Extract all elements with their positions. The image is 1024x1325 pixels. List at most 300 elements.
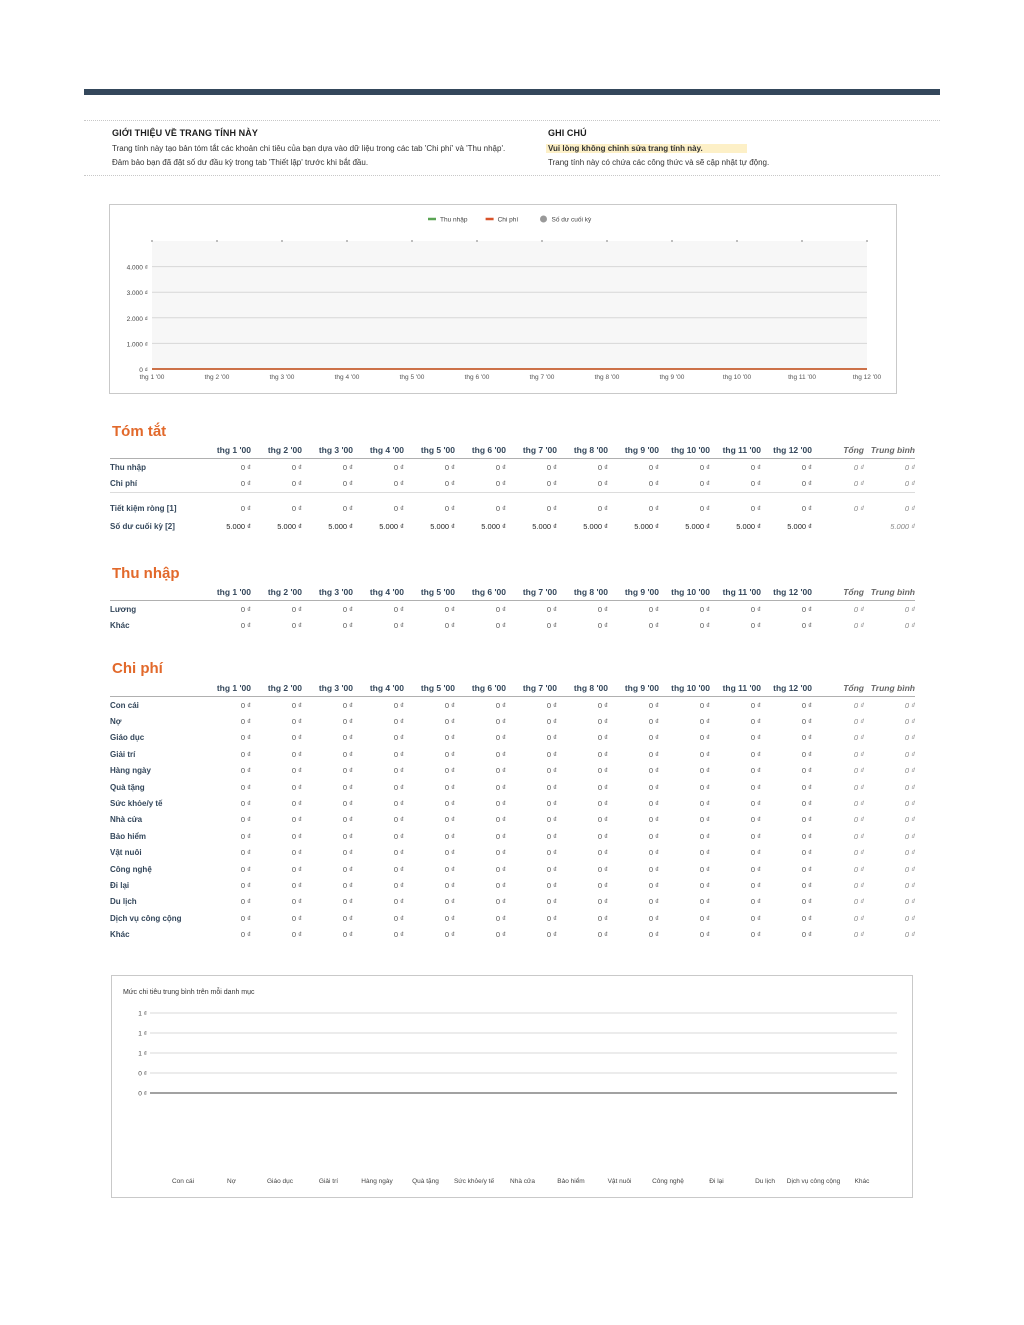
- expense-header-month: thg 6 '00: [455, 680, 506, 697]
- summary-cell: 0 ₫: [404, 492, 455, 519]
- expense-cell: 0 ₫: [801, 913, 812, 923]
- expense-cell: 0 ₫: [546, 782, 557, 792]
- category-label: Hàng ngày: [361, 1178, 393, 1185]
- expense-header-month: thg 2 '00: [251, 680, 302, 697]
- about-line-1: Trang tính này tạo bản tóm tắt các khoản chi tiêu của bạn dựa vào dữ liệu trong các tab 'Chi phí' và 'Thu nhập'.: [112, 144, 506, 153]
- expense-total-cell: 0 ₫: [853, 815, 864, 825]
- expense-cell: 0 ₫: [699, 913, 710, 923]
- expense-header-month: thg 8 '00: [557, 680, 608, 697]
- income-avg-cell: 0 ₫: [904, 621, 915, 631]
- summary-cell: 0 ₫: [200, 492, 251, 519]
- summary-cell: 5.000 ₫: [532, 522, 557, 532]
- expense-cell: 0 ₫: [801, 815, 812, 825]
- income-title: Thu nhập: [112, 565, 180, 582]
- summary-cell: 0 ₫: [546, 479, 557, 489]
- income-header-total: Tổng: [812, 584, 864, 601]
- expense-row: [110, 845, 915, 861]
- expense-cell: 0 ₫: [444, 766, 455, 776]
- expense-total-cell: 0 ₫: [853, 880, 864, 890]
- series-point: [151, 240, 153, 242]
- expense-cell: 0 ₫: [597, 880, 608, 890]
- summary-header-month: thg 10 '00: [659, 442, 710, 459]
- x-tick-label: thg 7 '00: [529, 374, 555, 381]
- summary-row: [110, 459, 915, 476]
- summary-cell: 0 ₫: [393, 462, 404, 472]
- income-cell: 0 ₫: [342, 621, 353, 631]
- expense-cell: 0 ₫: [393, 717, 404, 727]
- expense-header-month: thg 4 '00: [353, 680, 404, 697]
- expense-cell: 0 ₫: [393, 930, 404, 940]
- expense-cell: 0 ₫: [291, 782, 302, 792]
- expense-cell: 0 ₫: [546, 717, 557, 727]
- income-header-blank: [110, 584, 200, 601]
- expense-cell: 0 ₫: [597, 897, 608, 907]
- series-point: [216, 240, 218, 242]
- income-cell: 0 ₫: [342, 604, 353, 614]
- income-cell: 0 ₫: [699, 604, 710, 614]
- summary-header-row: [110, 442, 915, 459]
- summary-avg-cell: 0 ₫: [904, 462, 915, 472]
- summary-cell: 0 ₫: [495, 462, 506, 472]
- expense-cell: 0 ₫: [699, 864, 710, 874]
- expense-cell: 0 ₫: [444, 848, 455, 858]
- summary-cell: 0 ₫: [342, 479, 353, 489]
- expense-cell: 0 ₫: [240, 749, 251, 759]
- summary-header-month: thg 8 '00: [557, 442, 608, 459]
- expense-cell: 0 ₫: [342, 717, 353, 727]
- expense-cell: 0 ₫: [648, 749, 659, 759]
- expense-cell: 0 ₫: [393, 700, 404, 710]
- income-header-month: thg 8 '00: [557, 584, 608, 601]
- expense-row: [110, 812, 915, 828]
- x-tick-label: thg 6 '00: [464, 374, 490, 381]
- summary-cell: 0 ₫: [302, 492, 353, 519]
- y-tick-label: 3.000 ₫: [126, 290, 148, 298]
- expense-avg-cell: 0 ₫: [904, 930, 915, 940]
- series-point: [281, 240, 283, 242]
- expense-avg-cell: 0 ₫: [904, 880, 915, 890]
- expense-total-cell: 0 ₫: [853, 717, 864, 727]
- notes-warning: Vui lòng không chỉnh sửa trang tính này.: [546, 144, 747, 153]
- expense-cell: 0 ₫: [444, 815, 455, 825]
- expense-row-label: Nhà cửa: [110, 815, 143, 825]
- income-cell: 0 ₫: [291, 604, 302, 614]
- expense-row-label: Nợ: [110, 717, 122, 727]
- summary-cell: 0 ₫: [353, 492, 404, 519]
- y-tick-label: 1 ₫: [138, 1050, 147, 1058]
- expense-cell: 0 ₫: [291, 799, 302, 809]
- income-header-month: thg 6 '00: [455, 584, 506, 601]
- expense-cell: 0 ₫: [597, 864, 608, 874]
- income-cell: 0 ₫: [444, 621, 455, 631]
- expense-cell: 0 ₫: [444, 733, 455, 743]
- x-tick-label: thg 12 '00: [852, 374, 882, 381]
- summary-header-month: thg 4 '00: [353, 442, 404, 459]
- expense-cell: 0 ₫: [546, 733, 557, 743]
- category-label: Sức khỏe/y tế: [453, 1178, 495, 1185]
- expense-cell: 0 ₫: [393, 815, 404, 825]
- expense-cell: 0 ₫: [495, 799, 506, 809]
- income-header-month: thg 5 '00: [404, 584, 455, 601]
- expense-cell: 0 ₫: [648, 733, 659, 743]
- summary-header-month: thg 9 '00: [608, 442, 659, 459]
- expense-header-blank: [110, 680, 200, 697]
- expense-cell: 0 ₫: [444, 717, 455, 727]
- expense-cell: 0 ₫: [750, 799, 761, 809]
- expense-header-month: thg 1 '00: [200, 680, 251, 697]
- expense-cell: 0 ₫: [444, 749, 455, 759]
- category-label: Khác: [854, 1178, 870, 1185]
- legend-swatch: [540, 216, 547, 223]
- summary-cell: 0 ₫: [750, 462, 761, 472]
- summary-avg-cell: 5.000 ₫: [890, 522, 915, 532]
- x-tick-label: thg 5 '00: [399, 374, 425, 381]
- expense-cell: 0 ₫: [291, 749, 302, 759]
- expense-row: [110, 697, 915, 714]
- expense-cell: 0 ₫: [240, 782, 251, 792]
- income-cell: 0 ₫: [240, 604, 251, 614]
- category-label: Nợ: [227, 1178, 236, 1185]
- x-tick-label: thg 3 '00: [269, 374, 295, 381]
- summary-header-month: thg 2 '00: [251, 442, 302, 459]
- expense-row-label: Dịch vụ công cộng: [110, 913, 182, 923]
- series-point: [606, 240, 608, 242]
- summary-cell: 0 ₫: [251, 492, 302, 519]
- expense-cell: 0 ₫: [444, 913, 455, 923]
- summary-cell: 0 ₫: [699, 462, 710, 472]
- expense-total-cell: 0 ₫: [853, 782, 864, 792]
- expense-cell: 0 ₫: [597, 733, 608, 743]
- legend-label: Thu nhập: [440, 216, 468, 224]
- summary-row-label: Số dư cuối kỳ [2]: [110, 522, 175, 532]
- summary-title: Tóm tắt: [112, 423, 167, 440]
- expense-cell: 0 ₫: [597, 831, 608, 841]
- expense-cell: 0 ₫: [393, 799, 404, 809]
- plot-area: [152, 241, 867, 369]
- expense-cell: 0 ₫: [750, 782, 761, 792]
- expense-cell: 0 ₫: [240, 848, 251, 858]
- expense-avg-cell: 0 ₫: [904, 717, 915, 727]
- summary-header-month: thg 7 '00: [506, 442, 557, 459]
- x-tick-label: thg 9 '00: [659, 374, 685, 381]
- expense-cell: 0 ₫: [597, 717, 608, 727]
- about-section: [112, 126, 505, 170]
- divider-bottom: [84, 175, 940, 176]
- expense-cell: 0 ₫: [240, 733, 251, 743]
- expense-cell: 0 ₫: [291, 733, 302, 743]
- expense-cell: 0 ₫: [495, 848, 506, 858]
- summary-cell: 0 ₫: [597, 479, 608, 489]
- income-cell: 0 ₫: [801, 621, 812, 631]
- expense-cell: 0 ₫: [291, 717, 302, 727]
- summary-cell: 5.000 ₫: [430, 522, 455, 532]
- summary-cell: 0 ₫: [291, 462, 302, 472]
- expense-avg-cell: 0 ₫: [904, 799, 915, 809]
- expense-row-label: Giải trí: [110, 749, 136, 759]
- expense-cell: 0 ₫: [750, 880, 761, 890]
- summary-cell: 0 ₫: [608, 492, 659, 519]
- expense-cell: 0 ₫: [648, 717, 659, 727]
- summary-cell: 5.000 ₫: [787, 522, 812, 532]
- expense-avg-cell: 0 ₫: [904, 782, 915, 792]
- expense-cell: 0 ₫: [699, 831, 710, 841]
- summary-cell: 0 ₫: [444, 462, 455, 472]
- income-header-month: thg 4 '00: [353, 584, 404, 601]
- expense-total-cell: 0 ₫: [853, 700, 864, 710]
- summary-total-cell: 0 ₫: [853, 479, 864, 489]
- expense-total-cell: 0 ₫: [853, 799, 864, 809]
- expense-cell: 0 ₫: [597, 799, 608, 809]
- expense-row: [110, 795, 915, 811]
- summary-cell: 0 ₫: [342, 462, 353, 472]
- expense-row: [110, 861, 915, 877]
- expense-cell: 0 ₫: [546, 897, 557, 907]
- expense-cell: 0 ₫: [648, 831, 659, 841]
- expense-cell: 0 ₫: [342, 913, 353, 923]
- summary-row: [110, 492, 915, 519]
- expense-cell: 0 ₫: [699, 799, 710, 809]
- expense-cell: 0 ₫: [648, 913, 659, 923]
- expense-cell: 0 ₫: [240, 799, 251, 809]
- expense-avg-cell: 0 ₫: [904, 815, 915, 825]
- expense-cell: 0 ₫: [393, 897, 404, 907]
- expense-avg-cell: 0 ₫: [904, 913, 915, 923]
- income-cell: 0 ₫: [750, 621, 761, 631]
- notes-title: GHI CHÚ: [548, 128, 587, 138]
- expense-cell: 0 ₫: [393, 733, 404, 743]
- expense-cell: 0 ₫: [342, 749, 353, 759]
- expense-row-label: Con cái: [110, 700, 139, 710]
- expense-cell: 0 ₫: [801, 717, 812, 727]
- summary-cell: 0 ₫: [659, 492, 710, 519]
- legend-label: Số dư cuối kỳ: [551, 216, 592, 224]
- expense-cell: 0 ₫: [240, 880, 251, 890]
- summary-cell: 5.000 ₫: [583, 522, 608, 532]
- category-bar-chart: [111, 975, 913, 1198]
- summary-cell: 0 ₫: [393, 479, 404, 489]
- expense-cell: 0 ₫: [291, 913, 302, 923]
- category-label: Con cái: [171, 1178, 195, 1185]
- income-header-month: thg 2 '00: [251, 584, 302, 601]
- expense-cell: 0 ₫: [648, 848, 659, 858]
- expense-cell: 0 ₫: [393, 766, 404, 776]
- income-header-month: thg 11 '00: [710, 584, 761, 601]
- expense-cell: 0 ₫: [801, 831, 812, 841]
- summary-cell: 0 ₫: [240, 462, 251, 472]
- expense-cell: 0 ₫: [699, 700, 710, 710]
- expense-cell: 0 ₫: [546, 831, 557, 841]
- expense-cell: 0 ₫: [750, 749, 761, 759]
- expense-row-label: Quà tặng: [110, 782, 145, 792]
- expense-cell: 0 ₫: [750, 913, 761, 923]
- expense-cell: 0 ₫: [291, 930, 302, 940]
- expense-cell: 0 ₫: [597, 848, 608, 858]
- expense-cell: 0 ₫: [750, 848, 761, 858]
- expense-cell: 0 ₫: [699, 717, 710, 727]
- expense-row-label: Công nghệ: [110, 864, 152, 874]
- summary-header-blank: [110, 442, 200, 459]
- expense-cell: 0 ₫: [495, 897, 506, 907]
- summary-cell: 0 ₫: [801, 462, 812, 472]
- summary-cell: 0 ₫: [648, 479, 659, 489]
- y-tick-label: 1.000 ₫: [126, 341, 148, 349]
- expense-cell: 0 ₫: [444, 831, 455, 841]
- about-line-2: Đảm bảo bạn đã đặt số dư đầu kỳ trong tab 'Thiết lập' trước khi bắt đầu.: [112, 158, 369, 167]
- summary-cell: 0 ₫: [506, 492, 557, 519]
- category-label: Quà tặng: [412, 1178, 439, 1185]
- summary-cell: 5.000 ₫: [277, 522, 302, 532]
- series-point: [671, 240, 673, 242]
- expense-cell: 0 ₫: [597, 930, 608, 940]
- expense-cell: 0 ₫: [699, 848, 710, 858]
- summary-cell: 0 ₫: [648, 462, 659, 472]
- line-chart-svg: [110, 205, 896, 393]
- y-tick-label: 2.000 ₫: [126, 315, 148, 323]
- expense-cell: 0 ₫: [750, 831, 761, 841]
- y-tick-label: 4.000 ₫: [126, 264, 148, 272]
- expense-cell: 0 ₫: [546, 749, 557, 759]
- legend-label: Chi phí: [497, 216, 519, 224]
- summary-header-month: thg 6 '00: [455, 442, 506, 459]
- summary-header-month: thg 5 '00: [404, 442, 455, 459]
- expense-cell: 0 ₫: [750, 815, 761, 825]
- summary-cell: 0 ₫: [801, 479, 812, 489]
- expense-row: [110, 828, 915, 844]
- summary-avg-cell: 0 ₫: [864, 492, 915, 519]
- expense-cell: 0 ₫: [342, 815, 353, 825]
- expense-header-month: thg 3 '00: [302, 680, 353, 697]
- expense-cell: 0 ₫: [342, 848, 353, 858]
- income-cell: 0 ₫: [699, 621, 710, 631]
- income-total-cell: 0 ₫: [853, 604, 864, 614]
- expense-cell: 0 ₫: [444, 930, 455, 940]
- expense-cell: 0 ₫: [597, 815, 608, 825]
- income-table: [110, 584, 915, 634]
- summary-cell: 0 ₫: [546, 462, 557, 472]
- expense-cell: 0 ₫: [801, 930, 812, 940]
- expense-cell: 0 ₫: [342, 880, 353, 890]
- category-label: Giáo dục: [266, 1178, 294, 1185]
- expense-cell: 0 ₫: [801, 880, 812, 890]
- expense-table: [110, 680, 915, 943]
- category-label: Công nghệ: [652, 1178, 684, 1185]
- summary-cell: 0 ₫: [495, 479, 506, 489]
- expense-cell: 0 ₫: [699, 897, 710, 907]
- expense-cell: 0 ₫: [495, 880, 506, 890]
- expense-cell: 0 ₫: [240, 700, 251, 710]
- expense-cell: 0 ₫: [699, 930, 710, 940]
- expense-total-cell: 0 ₫: [853, 848, 864, 858]
- income-header-month: thg 10 '00: [659, 584, 710, 601]
- summary-cell: 0 ₫: [444, 479, 455, 489]
- expense-cell: 0 ₫: [546, 848, 557, 858]
- summary-cell: 5.000 ₫: [379, 522, 404, 532]
- series-point: [801, 240, 803, 242]
- income-row: [110, 617, 915, 633]
- expense-header-avg: Trung bình: [864, 680, 915, 697]
- category-label: Vật nuôi: [607, 1178, 632, 1185]
- x-tick-label: thg 1 '00: [139, 374, 165, 381]
- expense-cell: 0 ₫: [240, 766, 251, 776]
- expense-row: [110, 730, 915, 746]
- expense-cell: 0 ₫: [801, 782, 812, 792]
- summary-row-label: Chi phí: [110, 479, 138, 489]
- monthly-line-chart: [109, 204, 897, 394]
- expense-row: [110, 763, 915, 779]
- summary-cell: 5.000 ₫: [685, 522, 710, 532]
- expense-header-month: thg 11 '00: [710, 680, 761, 697]
- expense-cell: 0 ₫: [240, 831, 251, 841]
- expense-avg-cell: 0 ₫: [904, 864, 915, 874]
- expense-cell: 0 ₫: [546, 864, 557, 874]
- expense-cell: 0 ₫: [240, 717, 251, 727]
- bar-chart-title: Mức chi tiêu trung bình trên mỗi danh mục: [123, 989, 255, 996]
- expense-cell: 0 ₫: [444, 782, 455, 792]
- expense-cell: 0 ₫: [393, 831, 404, 841]
- expense-avg-cell: 0 ₫: [904, 749, 915, 759]
- expense-cell: 0 ₫: [291, 815, 302, 825]
- expense-row: [110, 877, 915, 893]
- income-header-month: thg 7 '00: [506, 584, 557, 601]
- summary-cell: 0 ₫: [291, 479, 302, 489]
- income-header-month: thg 3 '00: [302, 584, 353, 601]
- category-label: Nhà cửa: [510, 1178, 535, 1185]
- expense-cell: 0 ₫: [648, 880, 659, 890]
- expense-total-cell: 0 ₫: [853, 930, 864, 940]
- about-title: GIỚI THIỆU VỀ TRANG TÍNH NÀY: [112, 128, 258, 138]
- expense-cell: 0 ₫: [240, 930, 251, 940]
- expense-cell: 0 ₫: [648, 700, 659, 710]
- expense-row-label: Đi lại: [110, 880, 130, 890]
- y-tick-label: 0 ₫: [138, 1070, 147, 1078]
- income-cell: 0 ₫: [444, 604, 455, 614]
- expense-cell: 0 ₫: [750, 700, 761, 710]
- summary-cell: 0 ₫: [750, 479, 761, 489]
- expense-cell: 0 ₫: [546, 930, 557, 940]
- income-cell: 0 ₫: [750, 604, 761, 614]
- expense-cell: 0 ₫: [648, 782, 659, 792]
- expense-cell: 0 ₫: [597, 766, 608, 776]
- y-tick-label: 1 ₫: [138, 1010, 147, 1018]
- expense-header-total: Tổng: [812, 680, 864, 697]
- expense-avg-cell: 0 ₫: [904, 831, 915, 841]
- expense-avg-cell: 0 ₫: [904, 766, 915, 776]
- expense-total-cell: 0 ₫: [853, 913, 864, 923]
- expense-cell: 0 ₫: [342, 799, 353, 809]
- income-cell: 0 ₫: [291, 621, 302, 631]
- expense-cell: 0 ₫: [495, 766, 506, 776]
- expense-cell: 0 ₫: [342, 782, 353, 792]
- expense-cell: 0 ₫: [393, 782, 404, 792]
- category-label: Đi lại: [709, 1178, 724, 1185]
- expense-total-cell: 0 ₫: [853, 864, 864, 874]
- expense-cell: 0 ₫: [444, 880, 455, 890]
- expense-header-row: [110, 680, 915, 697]
- expense-cell: 0 ₫: [291, 848, 302, 858]
- summary-row: [110, 519, 915, 535]
- divider-top: [84, 120, 940, 121]
- income-cell: 0 ₫: [495, 621, 506, 631]
- series-point: [411, 240, 413, 242]
- summary-avg-cell: 0 ₫: [904, 479, 915, 489]
- expense-cell: 0 ₫: [801, 749, 812, 759]
- expense-cell: 0 ₫: [342, 930, 353, 940]
- expense-header-month: thg 9 '00: [608, 680, 659, 697]
- expense-cell: 0 ₫: [699, 815, 710, 825]
- income-cell: 0 ₫: [546, 604, 557, 614]
- x-tick-label: thg 8 '00: [594, 374, 620, 381]
- summary-row-label: Tiết kiệm ròng [1]: [110, 492, 200, 519]
